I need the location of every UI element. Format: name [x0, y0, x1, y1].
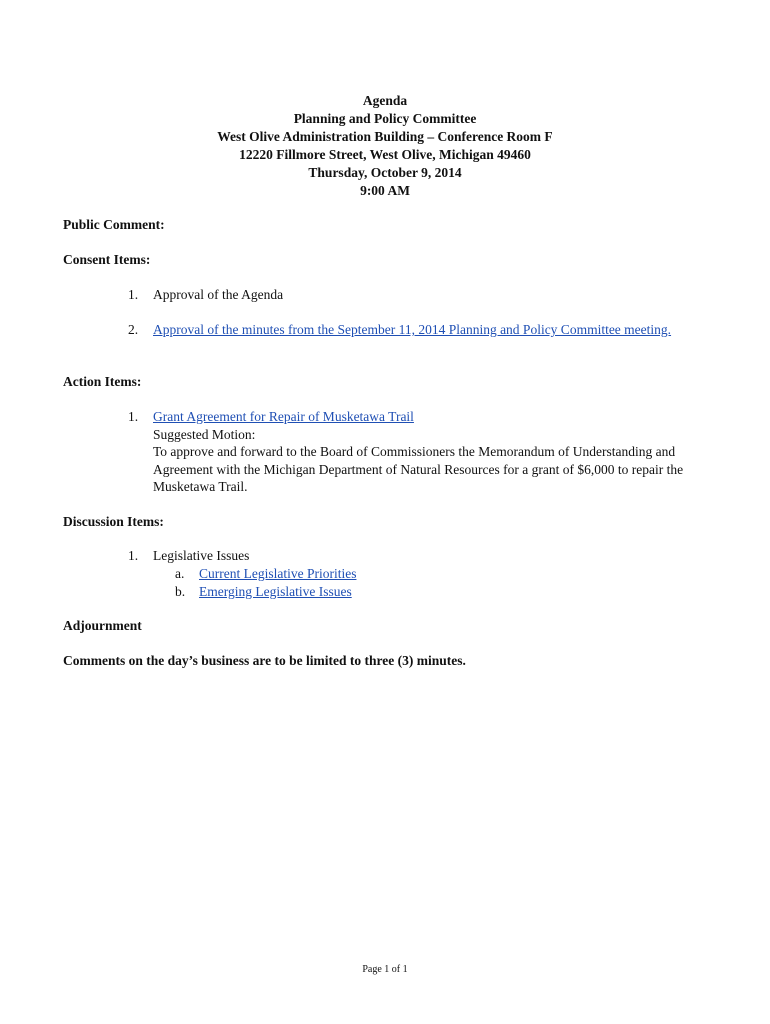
subitem-b-letter: b. — [175, 584, 186, 599]
consent-item-2-number: 2. — [128, 322, 139, 337]
committee-name: Planning and Policy Committee — [293, 111, 477, 126]
discussion-item-1-number: 1. — [128, 548, 139, 563]
consent-item-2 — [128, 321, 673, 339]
suggested-motion-text: To approve and forward to the Board of Commissioners the Memorandum of Understanding and Agreement with the Michigan Department of Natural Resources for a grant of $6,000 to repair the Musketawa Trail. — [153, 444, 684, 494]
comments-time-limit-note: Comments on the day’s business are to be limited to three (3) minutes. — [63, 653, 466, 668]
consent-item-1-number: 1. — [128, 287, 139, 302]
action-item-1 — [128, 408, 709, 496]
discussion-subitem-a — [175, 565, 356, 583]
agenda-header — [0, 92, 770, 200]
meeting-time: 9:00 AM — [360, 183, 410, 198]
discussion-item-1 — [128, 547, 713, 565]
minutes-approval-link[interactable]: Approval of the minutes from the September 11, 2014 Planning and Policy Committee meeting. — [153, 322, 672, 337]
discussion-item-1-text: Legislative Issues — [153, 548, 250, 563]
consent-items-heading: Consent Items: — [63, 252, 151, 267]
discussion-subitem-b — [175, 583, 352, 601]
adjournment-heading: Adjournment — [63, 618, 142, 633]
public-comment-heading: Public Comment: — [63, 217, 165, 232]
discussion-items-heading: Discussion Items: — [63, 514, 164, 529]
agenda-title: Agenda — [362, 93, 408, 108]
current-legislative-priorities-link[interactable]: Current Legislative Priorities — [199, 566, 357, 581]
subitem-a-letter: a. — [175, 566, 185, 581]
action-items-heading: Action Items: — [63, 374, 142, 389]
suggested-motion-label: Suggested Motion: — [153, 426, 256, 442]
emerging-legislative-issues-link[interactable]: Emerging Legislative Issues — [199, 584, 352, 599]
grant-agreement-link[interactable]: Grant Agreement for Repair of Musketawa Trail — [153, 409, 414, 424]
meeting-date: Thursday, October 9, 2014 — [308, 165, 462, 180]
action-item-1-number: 1. — [128, 409, 139, 424]
page-number: Page 1 of 1 — [362, 964, 408, 975]
consent-item-1-text: Approval of the Agenda — [153, 287, 284, 302]
meeting-location: West Olive Administration Building – Conference Room F — [217, 129, 553, 144]
meeting-address: 12220 Fillmore Street, West Olive, Michigan 49460 — [239, 147, 531, 162]
consent-item-1 — [128, 286, 713, 304]
